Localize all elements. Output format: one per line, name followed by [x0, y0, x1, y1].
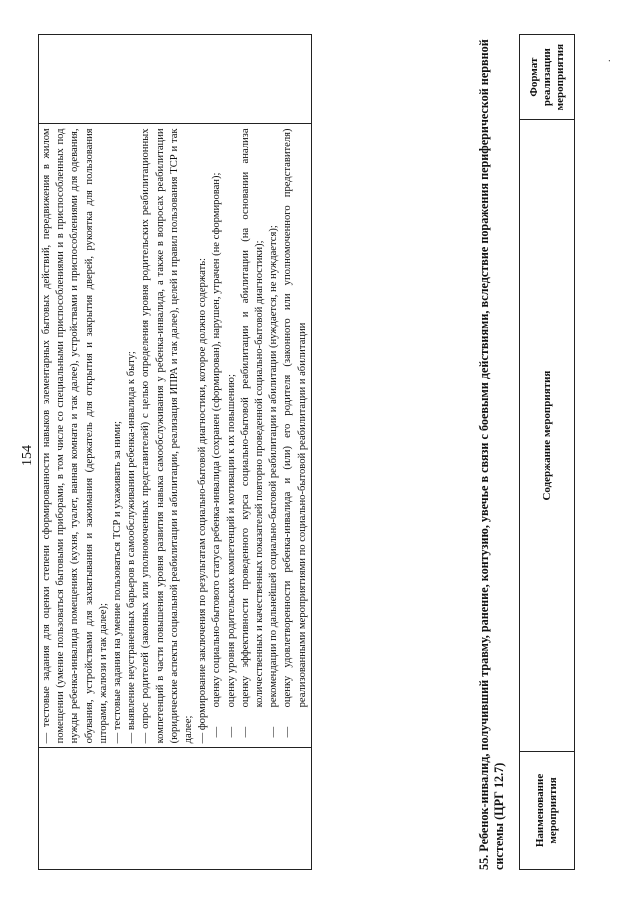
column-header-name: Наименование мероприятия: [520, 751, 575, 869]
measure-content-cell: [39, 124, 312, 748]
table-row: [39, 35, 312, 870]
list-item: — рекомендации по дальнейшей социально-бытовой реабилитации и абилитации (нуждается, не нуждается);: [267, 128, 281, 729]
list-item: — оценку социально-бытового статуса ребенка-инвалида (сохранен (сформирован), нарушен, утрачен (не сформирован);: [210, 128, 224, 729]
scan-mark: .: [602, 59, 613, 62]
page-number: 154: [20, 445, 35, 466]
content-paragraph: — выявление неустраненных барьеров в самообслуживании ребенка-инвалида к быту;: [126, 351, 138, 744]
content-paragraph: — формирование заключения по результатам социально-бытовой диагностики, которое должно содержать:: [197, 258, 209, 744]
column-header-format: Формат реализации мероприятия: [520, 35, 575, 120]
list-item: — оценку удовлетворенности ребенка-инвалида и (или) его родителя (законного или уполномоченного представителя) реализованными мероприятиями по социально-бытовой реабилитации и абилитации: [281, 128, 309, 729]
list-item: — оценку уровня родительских компетенций и мотивации к их повышению;: [225, 128, 239, 729]
column-header-content: Содержание мероприятия: [520, 120, 575, 752]
content-table: [38, 34, 312, 870]
measure-name-cell: [39, 748, 312, 870]
content-paragraph: — тестовые задания на умение пользоваться ТСР и ухаживать за ними;: [112, 421, 124, 744]
section-heading: 55. Ребенок-инвалид, получивший травму, ранение, контузию, увечье в связи с боевыми действиями, вследствие поражения периферической нервной системы (ЦРГ 12.7): [477, 39, 506, 870]
content-paragraph: — тестовые задания для оценки степени сформированности навыков элементарных бытовых действий, передвижения в жилом помещении (умение пользоваться бытовыми приборами, в том числе со специальными приспособлениями и в приспособленных под нужды ребенка-инвалида помещениях (кухня, туалет, ванная комната и так далее), устройствами и приспособлениями для одевания, обувания, устройствами для захватывания и зажимания (держатель для открытия и закрытия дверей, рукоятка для пользования шторами, жалюзи и так далее);: [41, 128, 109, 744]
measure-format-cell: [39, 35, 312, 124]
content-paragraph: — опрос родителей (законных или уполномоченных представителей) с целью определения уровня родительских реабилитационных компетенций в части повышения уровня развития навыка самообслуживания у ребенка-инвалида, а также в вопросах реабилитации (юридические аспекты социальной реабилитации и абилитации, реализация ИПРА и так далее), целей и правил пользования ТСР и так далее;: [140, 128, 195, 744]
list-item: — оценку эффективности проведенного курса социально-бытовой реабилитации и абилитации (на основании анализа количественных и качественных показателей повторно проведенной социально-бытовой диагностики);: [239, 128, 267, 729]
header-row: [520, 35, 575, 870]
conclusion-list: [210, 128, 309, 743]
header-table: [519, 34, 575, 870]
